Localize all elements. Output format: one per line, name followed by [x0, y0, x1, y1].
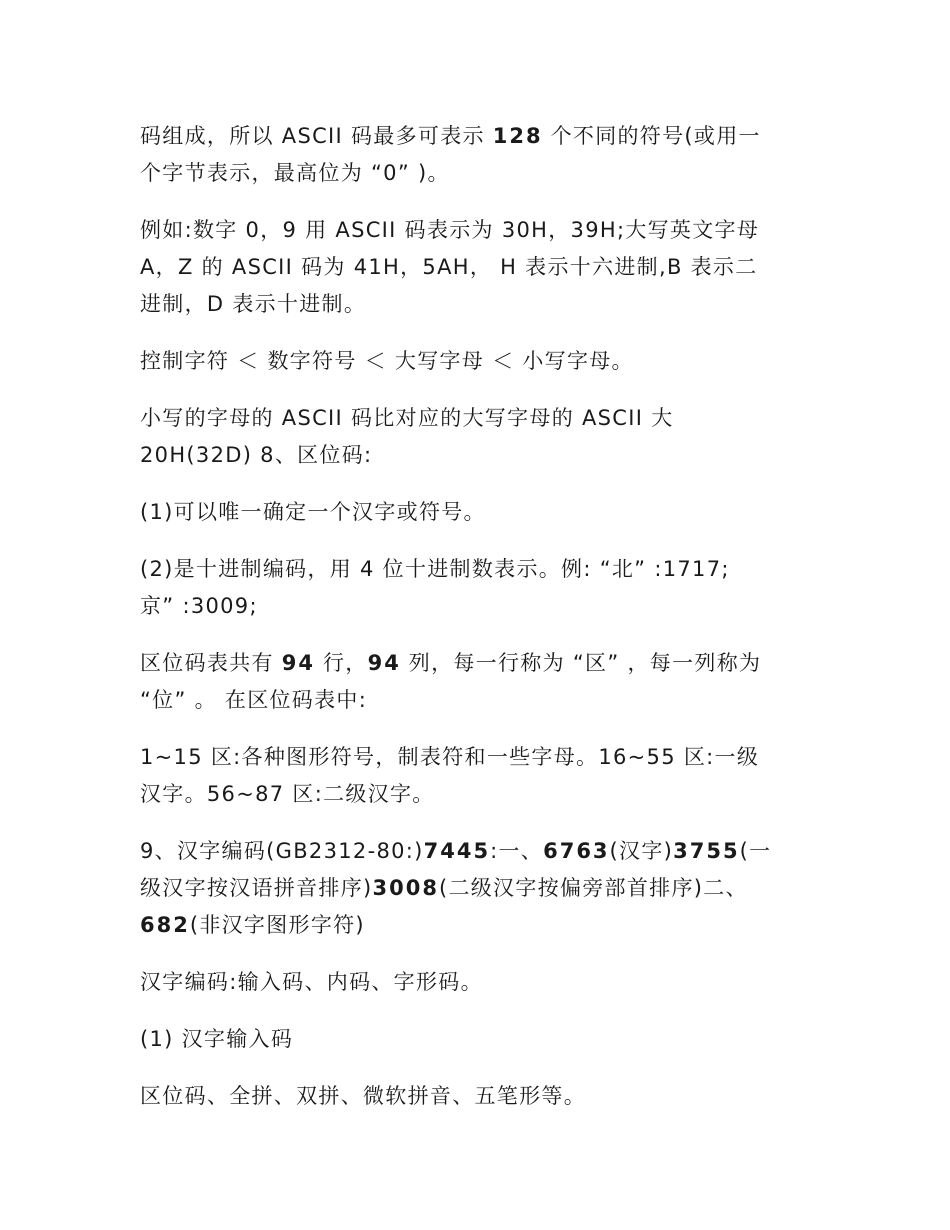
text-line: [140, 1078, 812, 1115]
text-run: 20H(32D) 8、区位码:: [140, 443, 373, 467]
bold-number: 94: [281, 651, 316, 675]
bold-number: 6763: [543, 839, 610, 863]
paragraph: [140, 118, 812, 192]
bold-number: 7445: [423, 839, 491, 863]
bold-number: 682: [140, 913, 190, 937]
paragraph: [140, 964, 812, 1001]
text-line: [140, 249, 812, 286]
paragraph: [140, 739, 812, 813]
paragraph: [140, 833, 812, 944]
paragraph: [140, 343, 812, 380]
paragraph: [140, 212, 812, 323]
text-line: [140, 588, 812, 625]
text-line: [140, 907, 812, 944]
text-line: [140, 212, 812, 249]
text-line: [140, 437, 812, 474]
text-line: [140, 494, 812, 531]
document-body: [140, 118, 812, 1135]
text-line: [140, 286, 812, 323]
text-line: [140, 343, 812, 380]
text-run: 区位码表共有: [140, 651, 282, 675]
text-run: 9、汉字编码(GB2312-80:): [140, 839, 424, 863]
paragraph: [140, 1078, 812, 1115]
text-run: 码组成，所以 ASCII 码最多可表示: [140, 124, 493, 148]
text-run: 列，每一行称为 “区” ，每一列称为: [400, 651, 762, 675]
text-run: 小写的字母的 ASCII 码比对应的大写字母的 ASCII 大: [140, 406, 674, 430]
text-line: [140, 776, 812, 813]
text-run: 个不同的符号(或用一: [542, 124, 761, 148]
bold-number: 128: [492, 124, 543, 148]
paragraph: [140, 400, 812, 474]
bold-number: 3755: [673, 839, 740, 863]
text-line: [140, 833, 812, 870]
text-line: [140, 682, 812, 719]
text-run: 1~15 区:各种图形符号，制表符和一些字母。16~55 区:一级: [140, 745, 760, 769]
bold-number: 94: [367, 651, 401, 675]
text-run: “位” 。 在区位码表中:: [140, 688, 368, 712]
paragraph: [140, 1021, 812, 1058]
text-run: (2)是十进制编码，用 4 位十进制数表示。例: “北” :1717;: [140, 557, 730, 581]
text-run: (二级汉字按偏旁部首排序)二、: [438, 876, 748, 900]
text-run: 个字节表示，最高位为 “0” )。: [140, 161, 450, 185]
text-run: (一: [739, 839, 772, 863]
text-run: 区位码、全拼、双拼、微软拼音、五笔形等。: [140, 1084, 586, 1108]
text-run: 级汉字按汉语拼音排序): [140, 876, 373, 900]
text-run: 京” :3009;: [140, 594, 258, 618]
text-line: [140, 870, 812, 907]
bold-number: 3008: [372, 876, 439, 900]
text-run: (非汉字图形字符): [189, 913, 365, 937]
text-line: [140, 739, 812, 776]
text-run: 行，: [315, 651, 368, 675]
text-line: [140, 1021, 812, 1058]
text-run: 控制字符 ＜ 数字符号 ＜ 大写字母 ＜ 小写字母。: [140, 349, 634, 373]
text-line: [140, 645, 812, 682]
text-run: (汉字): [609, 839, 674, 863]
text-run: 汉字。56~87 区:二级汉字。: [140, 782, 435, 806]
text-line: [140, 400, 812, 437]
text-run: :一、: [490, 839, 544, 863]
paragraph: [140, 645, 812, 719]
paragraph: [140, 494, 812, 531]
text-run: 例如:数字 0，9 用 ASCII 码表示为 30H，39H;大写英文字母: [140, 218, 760, 242]
text-run: 进制，D 表示十进制。: [140, 292, 367, 316]
text-line: [140, 118, 812, 155]
text-run: A，Z 的 ASCII 码为 41H，5AH， H 表示十六进制,B 表示二: [140, 255, 758, 279]
text-line: [140, 551, 812, 588]
text-line: [140, 155, 812, 192]
text-run: (1)可以唯一确定一个汉字或符号。: [140, 500, 486, 524]
text-line: [140, 964, 812, 1001]
text-run: (1) 汉字输入码: [140, 1027, 294, 1051]
paragraph: [140, 551, 812, 625]
text-run: 汉字编码:输入码、内码、字形码。: [140, 970, 483, 994]
